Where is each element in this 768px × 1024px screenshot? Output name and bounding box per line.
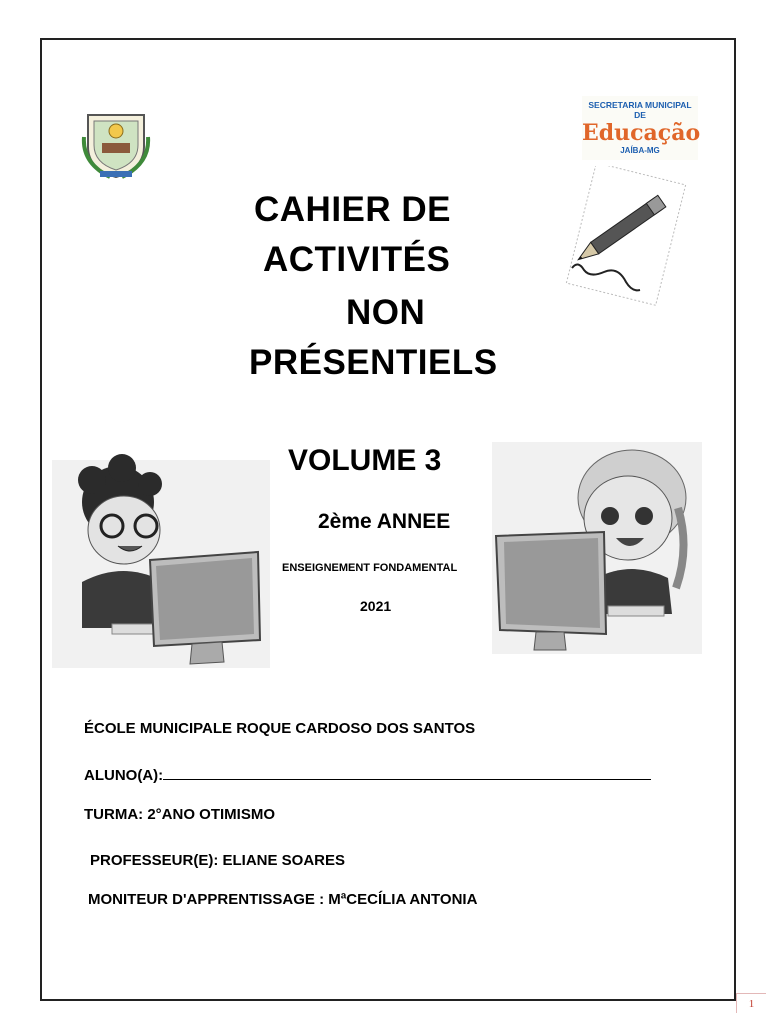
logo-line-2: Educação [582,120,701,146]
class-label: TURMA: 2°ANO OTIMISMO [84,806,275,823]
title-line-1: CAHIER DE [254,190,452,229]
monitor-label: MONITEUR D'APPRENTISSAGE : MªCECÍLIA ANTONIA [88,891,478,908]
student-name-field [84,767,651,784]
title-line-3: NON [346,293,426,332]
school-name: ÉCOLE MUNICIPALE ROQUE CARDOSO DOS SANTOS [84,720,476,737]
boy-at-computer-illustration [52,452,270,668]
education-department-logo [582,96,701,160]
coat-of-arms-logo [80,107,152,181]
title-line-2: ACTIVITÉS [263,240,451,279]
year-label: 2021 [360,598,392,614]
logo-line-3: JAÍBA-MG [620,146,660,155]
student-label: ALUNO(A): [84,767,164,784]
pencil-illustration [558,166,688,310]
student-name-blank-line [163,767,651,780]
girl-at-computer-illustration [492,438,702,654]
logo-line-1: SECRETARIA MUNICIPAL DE [588,100,692,120]
volume-heading: VOLUME 3 [288,444,442,477]
teacher-label: PROFESSEUR(E): ELIANE SOARES [90,852,346,869]
grade-label: 2ème ANNEE [318,510,451,533]
page-number: 1 [736,993,766,1013]
title-line-4: PRÉSENTIELS [249,343,498,382]
education-level-label: ENSEIGNEMENT FONDAMENTAL [282,562,458,574]
